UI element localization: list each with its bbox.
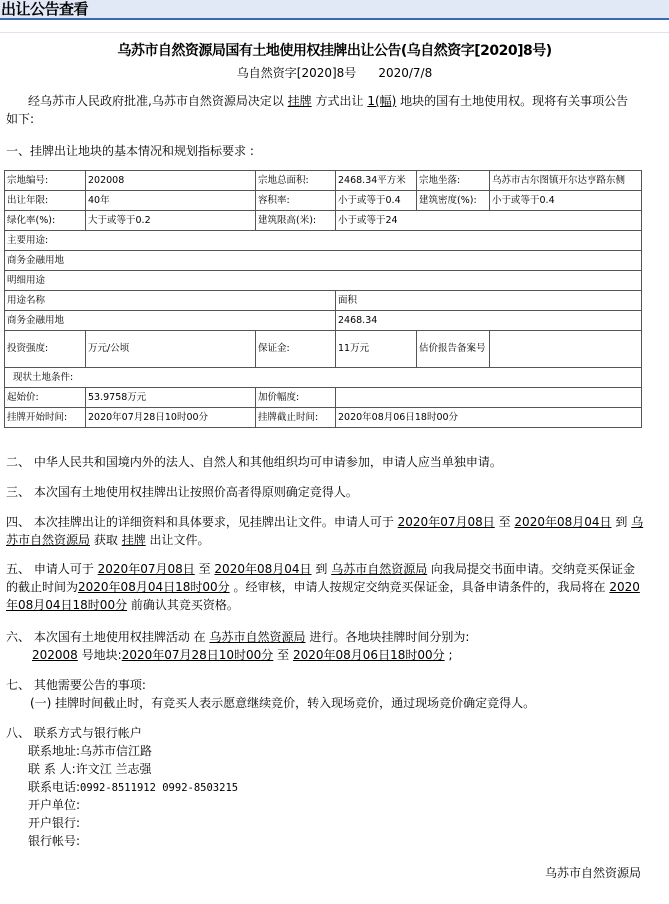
cell-value: 大于或等于0.2 [86, 211, 256, 231]
cell-label: 起始价: [5, 388, 86, 408]
cell-value: 万元/公顷 [86, 331, 256, 368]
table-row [5, 388, 642, 408]
contact-address [28, 742, 152, 759]
section-7-heading: 七、 其他需要公告的事项: [6, 678, 146, 692]
section-7-item: (一) 挂牌时间截止时，有竞买人表示愿意继续竞价，转入现场竞价，通过现场竞价确定竞得人。 [30, 696, 536, 710]
section-text: 到 [615, 515, 628, 529]
cell-label: 保证金: [256, 331, 336, 368]
cell-value: 小于或等于0.4 [336, 191, 417, 211]
table-row [5, 368, 642, 388]
section-8-heading: 八、 联系方式与银行帐户 [6, 726, 142, 740]
cell-label: 现状土地条件: [5, 368, 642, 388]
cell-value [490, 331, 642, 368]
contact-phone [28, 778, 238, 795]
field-label: 联系电话: [28, 780, 81, 794]
section-text: 四、 本次挂牌出让的详细资料和具体要求，见挂牌出让文件。申请人可于 [6, 515, 394, 529]
parcel-link[interactable]: 202008 [32, 648, 78, 662]
field-label: 联 系 人: [28, 762, 76, 776]
table-row [5, 271, 642, 291]
section-text: 向我局提交书面申请。交纳竞买保证金的截止时间为 [6, 562, 636, 594]
document-title: 乌苏市自然资源局国有土地使用权挂牌出让公告(乌自然资字[2020]8号) [117, 43, 552, 59]
account-number: 银行帐号: [28, 834, 81, 848]
cell-label: 宗地坐落: [417, 171, 490, 191]
place-link[interactable]: 乌苏市自然资源局 [209, 630, 306, 644]
account-unit: 开户单位: [28, 798, 81, 812]
page-header-bar [0, 0, 669, 20]
cell-label: 加价幅度: [256, 388, 336, 408]
cell-value: 小于或等于24 [336, 211, 642, 231]
section-2: 二、 中华人民共和国境内外的法人、自然人和其他组织均可申请参加，申请人应当单独申请。 [6, 455, 502, 469]
confirm-time-link[interactable]: 2020年08月04日18时00分 [6, 580, 640, 612]
bank-name: 开户银行: [28, 816, 81, 830]
table-row [5, 171, 642, 191]
listing-start-link[interactable]: 2020年07月28日10时00分 [121, 648, 274, 662]
section-text: ; [448, 648, 453, 662]
contact-person [28, 760, 152, 777]
table-row [5, 408, 642, 428]
section-text: 至 [198, 562, 211, 576]
cell-label: 宗地编号: [5, 171, 86, 191]
cell-label: 绿化率(%): [5, 211, 86, 231]
signature: 乌苏市自然资源局 [544, 866, 641, 880]
listing-end-link[interactable]: 2020年08月06日18时00分 [292, 648, 445, 662]
table-row [5, 311, 642, 331]
cell-label: 主要用途: [5, 231, 642, 251]
cell-value: 2020年08月06日18时00分 [336, 408, 642, 428]
section-text: 出让文件。 [149, 533, 210, 547]
cell-label: 建筑限高(米): [256, 211, 336, 231]
field-value: 乌苏市信江路 [80, 744, 153, 758]
section-text: 至 [277, 648, 290, 662]
parcel-info-table [4, 170, 642, 428]
field-value: 0992-8511912 0992-8503215 [80, 782, 239, 794]
cell-label: 投资强度: [5, 331, 86, 368]
table-row [5, 251, 642, 271]
cell-value: 商务金融用地 [5, 311, 336, 331]
parcel-count-link[interactable]: 1(幅) [367, 94, 397, 108]
date-to-link[interactable]: 2020年08月04日 [214, 562, 312, 576]
cell-value: 商务金融用地 [5, 251, 642, 271]
section-6 [6, 628, 646, 664]
section-1-heading: 一、挂牌出让地块的基本情况和规划指标要求 : [6, 144, 254, 158]
place-link[interactable]: 乌苏市自然资源局 [6, 515, 644, 547]
section-text: 进行。各地块挂牌时间分别为: [309, 630, 470, 644]
date-from-link[interactable]: 2020年07月08日 [97, 562, 195, 576]
cell-label: 估价报告备案号 [417, 331, 490, 368]
cell-value: 40年 [86, 191, 256, 211]
cell-value: 2468.34 [336, 311, 642, 331]
place-link[interactable]: 乌苏市自然资源局 [331, 562, 428, 576]
table-row [5, 191, 642, 211]
field-value: 许文江 兰志强 [75, 762, 152, 776]
section-text: 。经审核，申请人按规定交纳竞买保证金，具备申请条件的，我局将在 [233, 580, 606, 594]
section-text: 六、 本次国有土地使用权挂牌活动 在 [6, 630, 206, 644]
intro-paragraph [6, 92, 646, 128]
section-5 [6, 560, 646, 614]
transfer-method-link[interactable]: 挂牌 [287, 94, 312, 108]
field-label: 联系地址: [28, 744, 81, 758]
section-text: 至 [498, 515, 511, 529]
cell-header: 用途名称 [5, 291, 336, 311]
deposit-deadline-link[interactable]: 2020年08月04日18时00分 [78, 580, 230, 594]
document-number: 乌自然资字[2020]8号 [236, 66, 357, 80]
cell-value: 202008 [86, 171, 256, 191]
cell-label: 明细用途 [5, 271, 642, 291]
date-from-link[interactable]: 2020年07月08日 [397, 515, 495, 529]
intro-text: 地块的国有土地使用权。现将有关事项公告 [400, 94, 629, 108]
section-3: 三、 本次国有土地使用权挂牌出让按照价高者得原则确定竞得人。 [6, 485, 358, 499]
cell-label: 建筑密度(%): [417, 191, 490, 211]
cell-value: 乌苏市古尔图镇开尔达亨路东侧 [490, 171, 642, 191]
table-row [5, 331, 642, 368]
cell-label: 挂牌截止时间: [256, 408, 336, 428]
table-row [5, 211, 642, 231]
section-text: 号地块: [81, 648, 122, 662]
page-header-title: 出让公告查看 [1, 0, 89, 18]
cell-value: 小于或等于0.4 [490, 191, 642, 211]
cell-label: 容积率: [256, 191, 336, 211]
cell-label: 挂牌开始时间: [5, 408, 86, 428]
document-date: 2020/7/8 [378, 66, 433, 80]
cell-value: 11万元 [336, 331, 417, 368]
cell-value: 2020年07月28日10时00分 [86, 408, 256, 428]
cell-value [336, 388, 642, 408]
method-link[interactable]: 挂牌 [121, 533, 146, 547]
intro-text: 经乌苏市人民政府批准,乌苏市自然资源局决定以 [28, 94, 284, 108]
table-row [5, 231, 642, 251]
cell-value: 2468.34平方米 [336, 171, 417, 191]
table-row [5, 291, 642, 311]
cell-label: 宗地总面积: [256, 171, 336, 191]
section-text: 前确认其竞买资格。 [130, 598, 239, 612]
section-4 [6, 513, 646, 549]
section-text: 五、 申请人可于 [6, 562, 94, 576]
date-to-link[interactable]: 2020年08月04日 [514, 515, 612, 529]
intro-text: 如下: [6, 112, 35, 126]
divider [0, 32, 669, 33]
cell-value: 53.9758万元 [86, 388, 256, 408]
section-text: 获取 [93, 533, 118, 547]
cell-label: 出让年限: [5, 191, 86, 211]
section-text: 到 [315, 562, 328, 576]
cell-header: 面积 [336, 291, 642, 311]
intro-text: 方式出让 [315, 94, 364, 108]
document-meta [0, 64, 669, 81]
